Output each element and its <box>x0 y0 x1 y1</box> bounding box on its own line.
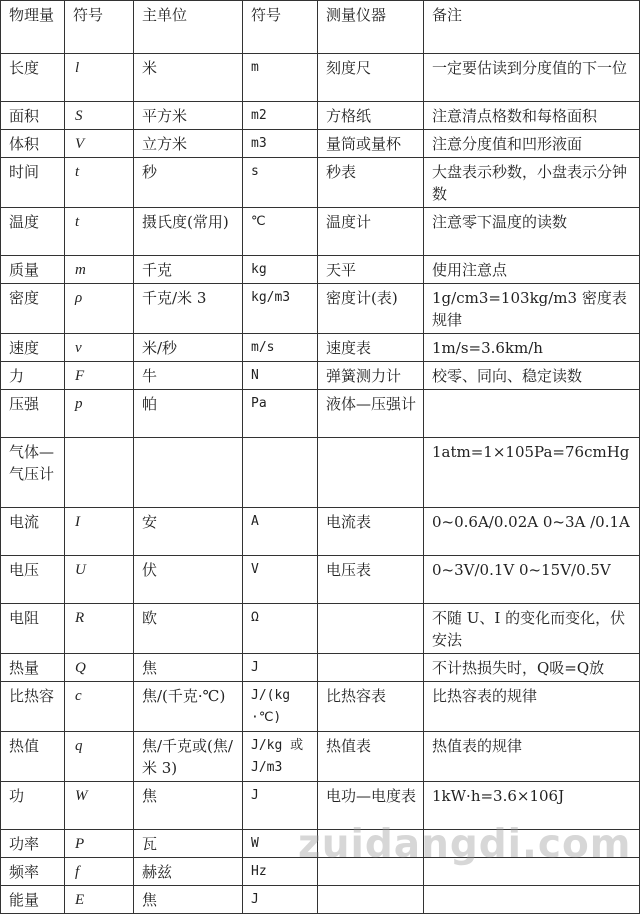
table-row <box>1 604 640 654</box>
cell-note: 0~3V/0.1V 0~15V/0.5V <box>424 556 640 604</box>
cell-symbol: t <box>65 208 134 256</box>
cell-quantity: 热值 <box>1 732 65 782</box>
cell-instrument: 弹簧测力计 <box>318 362 424 390</box>
cell-unit: 焦/(千克·℃) <box>134 682 243 732</box>
cell-instrument: 液体—压强计 <box>318 390 424 438</box>
cell-unit: 米 <box>134 54 243 102</box>
table-row <box>1 390 640 438</box>
cell-quantity: 电阻 <box>1 604 65 654</box>
header-symbol: 符号 <box>65 1 134 54</box>
cell-unit: 千克/米 3 <box>134 284 243 334</box>
cell-unit: 牛 <box>134 362 243 390</box>
cell-note: 0~0.6A/0.02A 0~3A /0.1A <box>424 508 640 556</box>
cell-instrument: 速度表 <box>318 334 424 362</box>
cell-instrument: 电流表 <box>318 508 424 556</box>
cell-instrument: 量筒或量杯 <box>318 130 424 158</box>
cell-symbol: c <box>65 682 134 732</box>
cell-quantity: 面积 <box>1 102 65 130</box>
cell-instrument: 天平 <box>318 256 424 284</box>
cell-note: 不随 U、I 的变化而变化，伏安法 <box>424 604 640 654</box>
cell-instrument: 温度计 <box>318 208 424 256</box>
table-row <box>1 682 640 732</box>
cell-unit-symbol: J <box>243 886 318 914</box>
cell-symbol: I <box>65 508 134 556</box>
table-row <box>1 556 640 604</box>
table-row <box>1 130 640 158</box>
cell-unit-symbol: m2 <box>243 102 318 130</box>
cell-unit-symbol: W <box>243 830 318 858</box>
cell-unit: 平方米 <box>134 102 243 130</box>
cell-symbol: V <box>65 130 134 158</box>
cell-quantity: 比热容 <box>1 682 65 732</box>
cell-note: 热值表的规律 <box>424 732 640 782</box>
cell-note: 大盘表示秒数，小盘表示分钟数 <box>424 158 640 208</box>
cell-instrument: 方格纸 <box>318 102 424 130</box>
cell-symbol: W <box>65 782 134 830</box>
header-note: 备注 <box>424 1 640 54</box>
cell-instrument <box>318 604 424 654</box>
cell-note <box>424 858 640 886</box>
cell-unit: 焦/千克或(焦/米 3) <box>134 732 243 782</box>
cell-symbol: F <box>65 362 134 390</box>
cell-unit-symbol: m/s <box>243 334 318 362</box>
cell-quantity: 压强 <box>1 390 65 438</box>
cell-unit: 赫兹 <box>134 858 243 886</box>
cell-unit: 瓦 <box>134 830 243 858</box>
cell-instrument <box>318 830 424 858</box>
cell-symbol: t <box>65 158 134 208</box>
table-row <box>1 858 640 886</box>
cell-unit-symbol: s <box>243 158 318 208</box>
cell-unit-symbol: J/kg 或 J/m3 <box>243 732 318 782</box>
table-row <box>1 102 640 130</box>
cell-unit-symbol: Ω <box>243 604 318 654</box>
cell-unit: 焦 <box>134 782 243 830</box>
cell-note <box>424 886 640 914</box>
cell-symbol: Q <box>65 654 134 682</box>
cell-note: 1g/cm3=103kg/m3 密度表规律 <box>424 284 640 334</box>
cell-quantity: 气体—气压计 <box>1 438 65 508</box>
cell-quantity: 功 <box>1 782 65 830</box>
table-row <box>1 284 640 334</box>
cell-note: 比热容表的规律 <box>424 682 640 732</box>
cell-instrument <box>318 858 424 886</box>
table-row <box>1 886 640 914</box>
cell-instrument: 热值表 <box>318 732 424 782</box>
cell-instrument: 秒表 <box>318 158 424 208</box>
cell-symbol: ρ <box>65 284 134 334</box>
cell-unit-symbol <box>243 438 318 508</box>
header-quantity: 物理量 <box>1 1 65 54</box>
table-row <box>1 158 640 208</box>
cell-symbol: p <box>65 390 134 438</box>
cell-unit-symbol: J <box>243 782 318 830</box>
watermark: zuidangdi.com <box>298 822 632 867</box>
table-row <box>1 256 640 284</box>
cell-note: 1kW·h=3.6×106J <box>424 782 640 830</box>
cell-symbol: f <box>65 858 134 886</box>
cell-quantity: 电流 <box>1 508 65 556</box>
cell-symbol: R <box>65 604 134 654</box>
cell-unit: 焦 <box>134 654 243 682</box>
cell-note <box>424 390 640 438</box>
cell-unit: 米/秒 <box>134 334 243 362</box>
cell-symbol: E <box>65 886 134 914</box>
cell-quantity: 温度 <box>1 208 65 256</box>
cell-unit: 欧 <box>134 604 243 654</box>
cell-unit: 伏 <box>134 556 243 604</box>
cell-instrument: 刻度尺 <box>318 54 424 102</box>
table-row <box>1 208 640 256</box>
cell-quantity: 长度 <box>1 54 65 102</box>
cell-instrument: 电压表 <box>318 556 424 604</box>
cell-note: 1m/s=3.6km/h <box>424 334 640 362</box>
cell-instrument: 电功—电度表 <box>318 782 424 830</box>
cell-unit: 千克 <box>134 256 243 284</box>
table-row <box>1 830 640 858</box>
cell-quantity: 功率 <box>1 830 65 858</box>
cell-unit: 帕 <box>134 390 243 438</box>
cell-symbol: P <box>65 830 134 858</box>
cell-note: 一定要估读到分度值的下一位 <box>424 54 640 102</box>
cell-note: 校零、同向、稳定读数 <box>424 362 640 390</box>
cell-note: 注意零下温度的读数 <box>424 208 640 256</box>
table-row <box>1 782 640 830</box>
cell-symbol: S <box>65 102 134 130</box>
cell-instrument <box>318 438 424 508</box>
cell-quantity: 电压 <box>1 556 65 604</box>
cell-quantity: 热量 <box>1 654 65 682</box>
cell-unit-symbol: kg/m3 <box>243 284 318 334</box>
cell-unit-symbol: Hz <box>243 858 318 886</box>
cell-unit <box>134 438 243 508</box>
cell-note: 不计热损失时，Q吸=Q放 <box>424 654 640 682</box>
cell-unit-symbol: kg <box>243 256 318 284</box>
table-row <box>1 732 640 782</box>
cell-unit-symbol: ℃ <box>243 208 318 256</box>
cell-unit-symbol: m <box>243 54 318 102</box>
cell-unit: 安 <box>134 508 243 556</box>
cell-instrument <box>318 654 424 682</box>
cell-unit-symbol: A <box>243 508 318 556</box>
cell-unit-symbol: J <box>243 654 318 682</box>
table-row <box>1 362 640 390</box>
cell-instrument: 密度计(表) <box>318 284 424 334</box>
cell-unit-symbol: Pa <box>243 390 318 438</box>
table-row <box>1 54 640 102</box>
cell-unit: 摄氏度(常用) <box>134 208 243 256</box>
cell-unit-symbol: V <box>243 556 318 604</box>
cell-note: 注意分度值和凹形液面 <box>424 130 640 158</box>
cell-symbol: v <box>65 334 134 362</box>
cell-note: 注意清点格数和每格面积 <box>424 102 640 130</box>
cell-quantity: 速度 <box>1 334 65 362</box>
cell-unit-symbol: m3 <box>243 130 318 158</box>
header-row <box>1 1 640 54</box>
header-instrument: 测量仪器 <box>318 1 424 54</box>
cell-quantity: 能量 <box>1 886 65 914</box>
cell-quantity: 质量 <box>1 256 65 284</box>
cell-note: 1atm=1×105Pa=76cmHg <box>424 438 640 508</box>
cell-quantity: 密度 <box>1 284 65 334</box>
table-row <box>1 334 640 362</box>
cell-quantity: 时间 <box>1 158 65 208</box>
cell-symbol: m <box>65 256 134 284</box>
cell-symbol <box>65 438 134 508</box>
cell-symbol: q <box>65 732 134 782</box>
cell-quantity: 力 <box>1 362 65 390</box>
table-row <box>1 438 640 508</box>
cell-quantity: 体积 <box>1 130 65 158</box>
table-row <box>1 654 640 682</box>
cell-note <box>424 830 640 858</box>
table-row <box>1 508 640 556</box>
cell-unit: 立方米 <box>134 130 243 158</box>
cell-unit: 焦 <box>134 886 243 914</box>
cell-symbol: l <box>65 54 134 102</box>
cell-instrument: 比热容表 <box>318 682 424 732</box>
cell-note: 使用注意点 <box>424 256 640 284</box>
cell-symbol: U <box>65 556 134 604</box>
cell-unit: 秒 <box>134 158 243 208</box>
cell-quantity: 频率 <box>1 858 65 886</box>
header-unit-symbol: 符号 <box>243 1 318 54</box>
cell-unit-symbol: J/(kg·℃) <box>243 682 318 732</box>
cell-unit-symbol: N <box>243 362 318 390</box>
cell-instrument <box>318 886 424 914</box>
header-unit: 主单位 <box>134 1 243 54</box>
